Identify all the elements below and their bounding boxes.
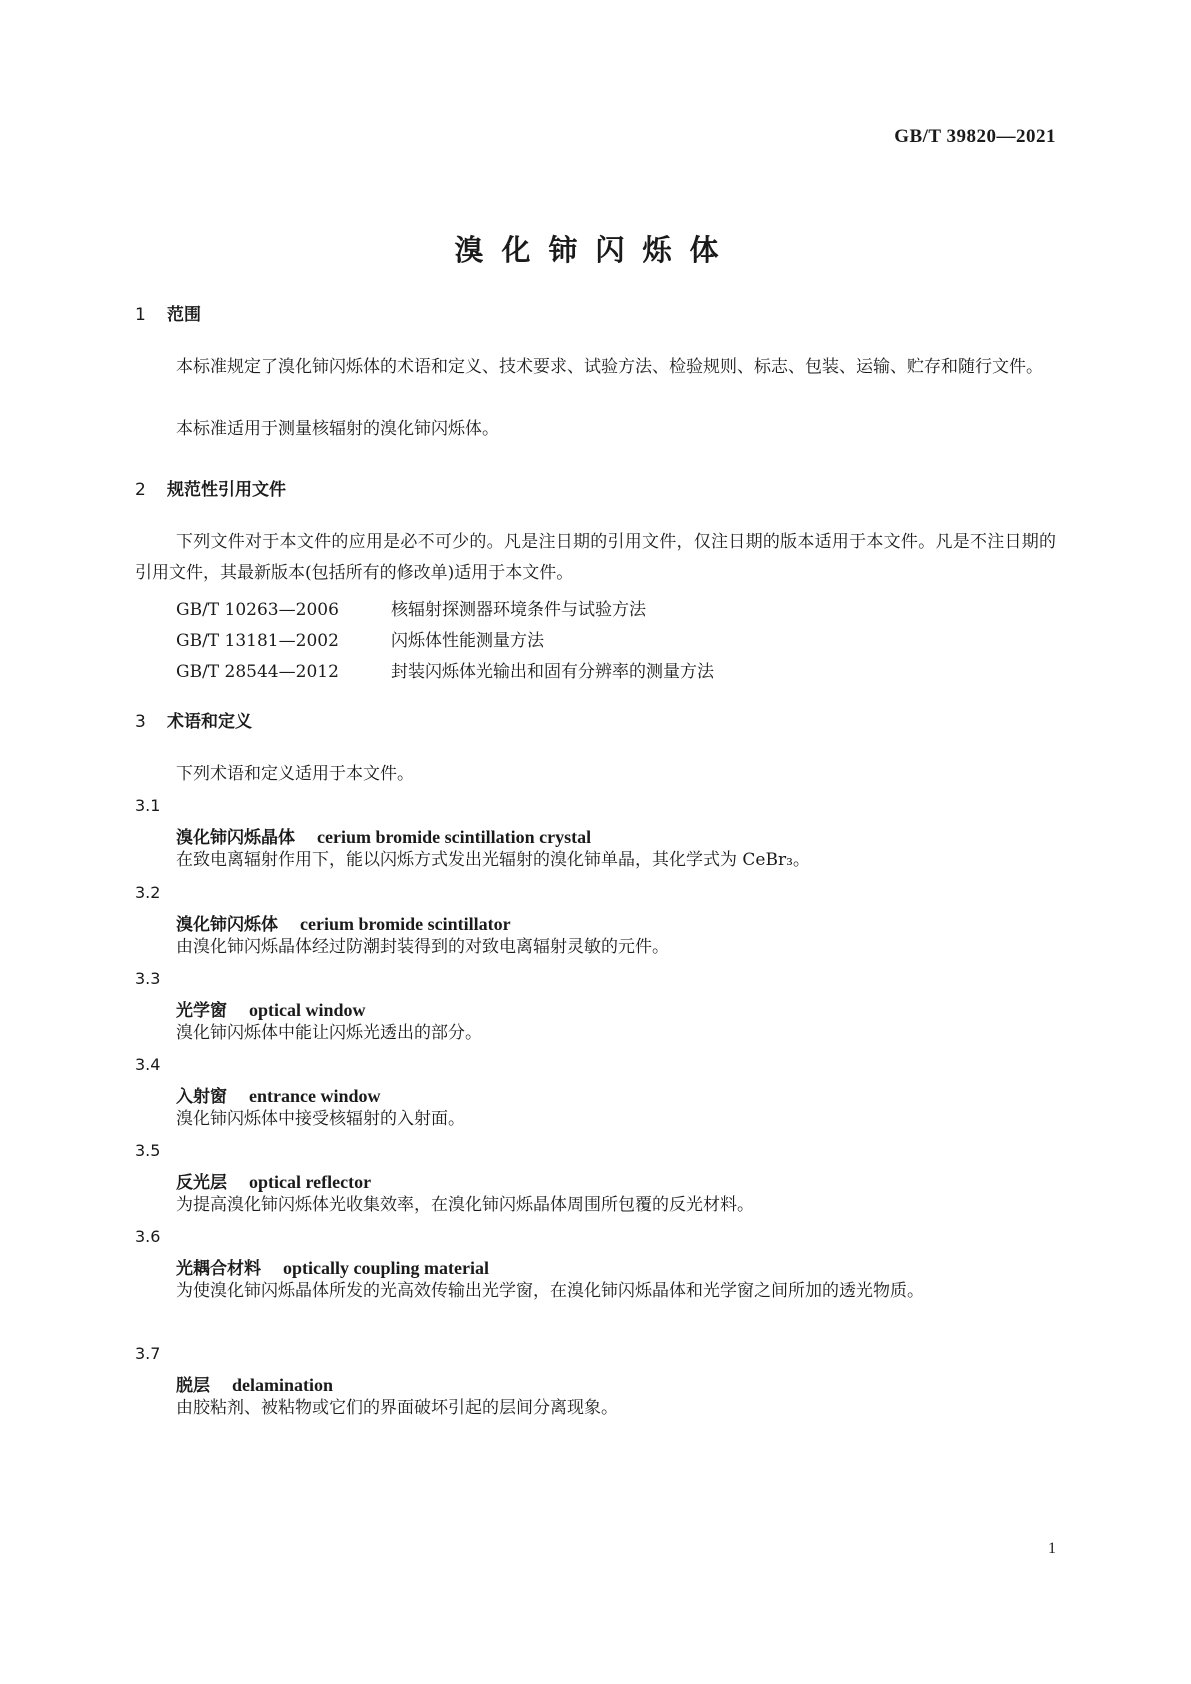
section-heading-scope [135,300,201,325]
term-zh: 光耦合材料 [176,1259,261,1279]
page-number: 1 [1048,1540,1056,1557]
section-title: 范围 [167,305,201,325]
term-zh: 反光层 [176,1173,227,1193]
section-heading-terms [135,707,252,732]
term-en: optically coupling material [283,1258,489,1278]
reference-code: GB/T 13181—2002 [176,631,339,651]
reference-name: 闪烁体性能测量方法 [391,631,544,651]
reference-item [176,626,544,651]
clause-number: 3.5 [135,1141,161,1160]
term-zh: 溴化铈闪烁晶体 [176,828,295,848]
paragraph: 下列文件对于本文件的应用是必不可少的。凡是注日期的引用文件，仅注日期的版本适用于本文件。凡是不注日期的引用文件，其最新版本(包括所有的修改单)适用于本文件。 [135,532,1056,583]
term-zh: 脱层 [176,1376,210,1396]
term-definition: 为使溴化铈闪烁晶体所发的光高效传输出光学窗，在溴化铈闪烁晶体和光学窗之间所加的透光物质。 [176,1281,924,1301]
section-title: 规范性引用文件 [167,480,286,500]
reference-code: GB/T 28544—2012 [176,662,339,682]
paragraph: 下列术语和定义适用于本文件。 [176,764,414,784]
section-heading-normative-references [135,475,286,500]
term-zh: 光学窗 [176,1001,227,1021]
reference-item [176,595,646,620]
term-definition: 在致电离辐射作用下，能以闪烁方式发出光辐射的溴化铈单晶，其化学式为 CeBr₃。 [176,850,810,870]
reference-code: GB/T 10263—2006 [176,600,339,620]
section-number: 3 [135,712,146,732]
term-zh: 入射窗 [176,1087,227,1107]
clause-number: 3.1 [135,796,161,815]
clause-number: 3.7 [135,1344,161,1363]
reference-name: 封装闪烁体光输出和固有分辨率的测量方法 [391,662,714,682]
term-en: optical window [249,1000,366,1020]
term-en: entrance window [249,1086,381,1106]
clause-number: 3.3 [135,969,161,988]
term-definition: 由溴化铈闪烁晶体经过防潮封装得到的对致电离辐射灵敏的元件。 [176,937,669,957]
section-number: 2 [135,480,146,500]
term-en: optical reflector [249,1172,372,1192]
section-title: 术语和定义 [167,712,252,732]
paragraph: 本标准适用于测量核辐射的溴化铈闪烁体。 [176,419,499,439]
term-en: cerium bromide scintillation crystal [317,827,592,847]
reference-item [176,657,714,682]
clause-number: 3.4 [135,1055,161,1074]
standard-code: GB/T 39820—2021 [894,126,1056,147]
term-zh: 溴化铈闪烁体 [176,915,278,935]
term-definition: 为提高溴化铈闪烁体光收集效率，在溴化铈闪烁晶体周围所包覆的反光材料。 [176,1195,754,1215]
term-definition: 由胶粘剂、被粘物或它们的界面破坏引起的层间分离现象。 [176,1398,618,1418]
document-title: 溴化铈闪烁体 [454,233,737,267]
section-number: 1 [135,305,146,325]
term-en: cerium bromide scintillator [300,914,511,934]
reference-name: 核辐射探测器环境条件与试验方法 [391,600,646,620]
clause-number: 3.2 [135,883,161,902]
term-en: delamination [232,1375,334,1395]
clause-number: 3.6 [135,1227,161,1246]
term-definition: 溴化铈闪烁体中接受核辐射的入射面。 [176,1109,465,1129]
paragraph: 本标准规定了溴化铈闪烁体的术语和定义、技术要求、试验方法、检验规则、标志、包装、运输、贮存和随行文件。 [176,357,1043,377]
term-definition: 溴化铈闪烁体中能让闪烁光透出的部分。 [176,1023,482,1043]
